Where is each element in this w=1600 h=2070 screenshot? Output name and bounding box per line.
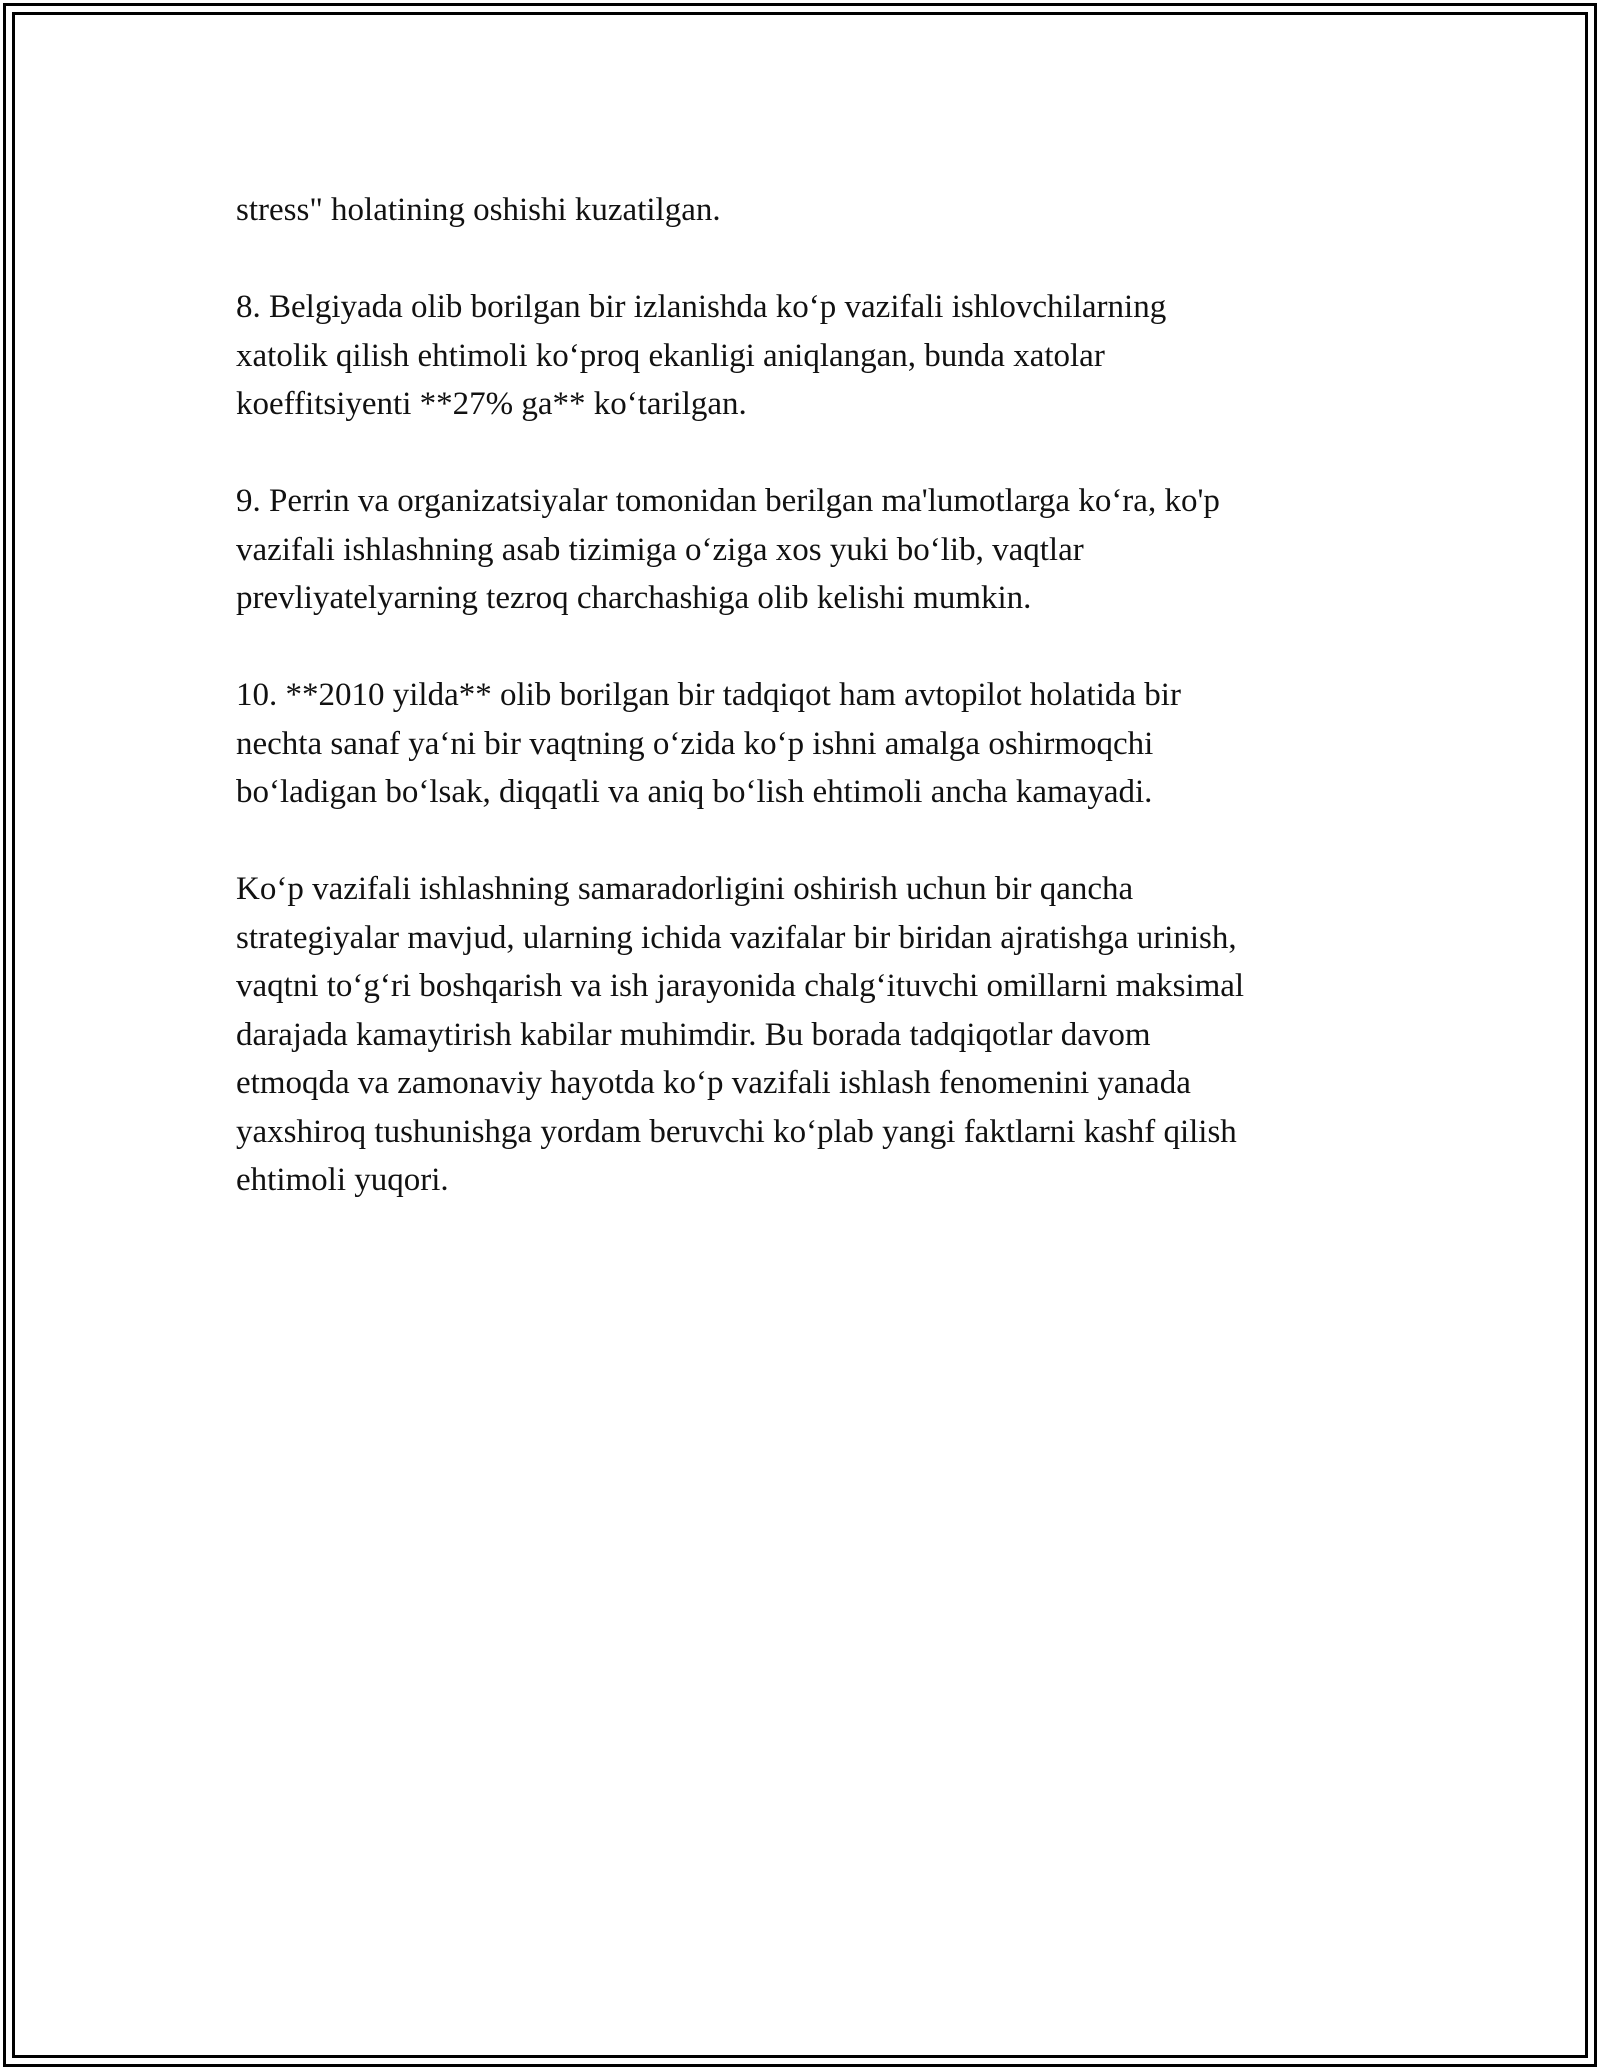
- paragraph-item-9: [236, 477, 1366, 623]
- text-line: vazifali ishlashning asab tizimiga o‘ziga xos yuki bo‘lib, vaqtlar: [236, 531, 1084, 568]
- text-line: darajada kamaytirish kabilar muhimdir. Bu borada tadqiqotlar davom: [236, 1016, 1151, 1053]
- paragraph-conclusion: [236, 865, 1366, 1205]
- paragraph-stress-continuation: [236, 186, 1366, 235]
- text-line: strategiyalar mavjud, ularning ichida vazifalar bir biridan ajratishga urinish,: [236, 919, 1237, 956]
- text-line: Ko‘p vazifali ishlashning samaradorligini oshirish uchun bir qancha: [236, 871, 1134, 907]
- paragraph-item-10: [236, 671, 1366, 817]
- text-line: 8. Belgiyada olib borilgan bir izlanishda ko‘p vazifali ishlovchilarning: [236, 289, 1167, 325]
- text-line: bo‘ladigan bo‘lsak, diqqatli va aniq bo‘lish ehtimoli ancha kamayadi.: [236, 774, 1153, 810]
- text-line: koeffitsiyenti **27% ga** ko‘tarilgan.: [236, 386, 747, 422]
- text-line: prevliyatelyarning tezroq charchashiga olib kelishi mumkin.: [236, 580, 1032, 616]
- text-line: 10. **2010 yilda** olib borilgan bir tadqiqot ham avtopilot holatida bir: [236, 677, 1181, 713]
- text-line: stress" holatining oshishi kuzatilgan.: [236, 192, 721, 228]
- text-line: 9. Perrin va organizatsiyalar tomonidan berilgan ma'lumotlarga ko‘ra, ko'p: [236, 483, 1220, 519]
- text-line: nechta sanaf ya‘ni bir vaqtning o‘zida ko‘p ishni amalga oshirmoqchi: [236, 725, 1154, 762]
- text-line: vaqtni to‘g‘ri boshqarish va ish jarayonida chalg‘ituvchi omillarni maksimal: [236, 968, 1245, 1004]
- text-line: etmoqda va zamonaviy hayotda ko‘p vazifali ishlash fenomenini yanada: [236, 1065, 1191, 1101]
- text-line: xatolik qilish ehtimoli ko‘proq ekanligi aniqlangan, bunda xatolar: [236, 337, 1105, 374]
- paragraph-item-8: [236, 283, 1366, 429]
- document-body: [236, 186, 1366, 1253]
- text-line: yaxshiroq tushunishga yordam beruvchi ko‘plab yangi faktlarni kashf qilish: [236, 1113, 1237, 1150]
- text-line: ehtimoli yuqori.: [236, 1162, 449, 1198]
